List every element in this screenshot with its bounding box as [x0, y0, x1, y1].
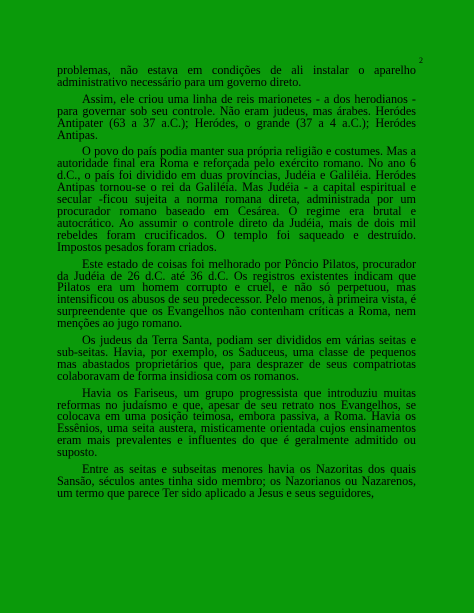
paragraph-minor-sects: Entre as seitas e subseitas menores havia os Nazoritas dos quais Sansão, séculos antes tinha sido membro; os Nazorianos ou Nazarenos, um termo que parece Ter sido aplicado a Jesus e seus seguidores,: [57, 462, 416, 500]
paragraph-roman-authority: O povo do país podia manter sua própria religião e costumes. Mas a autoridade final era Roma e reforçada pelo exército romano. No ano 6 d.C., o país foi dividido em duas províncias, Judéia e Galiléia. Heródes Antipas tornou-se o rei da Galiléia. Mas Judéia - a capital espiritual e secular -ficou sujeita a norma romana direta, administrada por um procurador romano baseado em Cesárea. O regime era brutal e autocrático. Ao assumir o controle direto da Judéia, mais de dois mil rebeldes foram crucificados. O templo foi saqueado e destruído. Impostos pesados foram criados.: [57, 144, 416, 254]
paragraph-herodian-kings: Assim, ele criou uma linha de reis marionetes - a dos herodianos - para governar sob seu controle. Não eram judeus, mas árabes. Heródes Antipater (63 a 37 a.C.); Heródes, o grande (37 a 4 a.C.); Heródes Antipas.: [57, 91, 416, 142]
body-text: [57, 65, 416, 505]
page-number: 2: [419, 56, 423, 65]
paragraph-jewish-sects: Os judeus da Terra Santa, podiam ser divididos em várias seitas e sub-seitas. Havia, por exemplo, os Saduceus, uma classe de pequenos mas abastados proprietários que, para desprazer de seus compatriotas colaboravam de forma insidiosa com os romanos.: [57, 333, 416, 383]
paragraph-pilate: Este estado de coisas foi melhorado por Pôncio Pilatos, procurador da Judéia de 26 d.C. até 36 d.C. Os registros existentes indicam que Pilatos era um homem corrupto e cruel, e não só perpetuou, mas intensificou os abusos de seu predecessor. Pelo menos, à primeira vista, é surpreendente que os Evangelhos não contenham críticas a Roma, nem menções ao jugo romano.: [57, 256, 416, 331]
paragraph-continuation: problemas, não estava em condições de ali instalar o aparelho administrativo necessário para um governo direto.: [57, 63, 416, 89]
paragraph-pharisees-essenes: Havia os Fariseus, um grupo progressista que introduziu muitas reformas no judaísmo e que, apesar de seu retrato nos Evangelhos, se colocava em uma posição teimosa, embora passiva, a Roma. Havia os Essênios, uma seita austera, misticamente orientada cujos ensinamentos eram mais prevalentes e influentes do que é geralmente admitido ou suposto.: [57, 385, 416, 460]
